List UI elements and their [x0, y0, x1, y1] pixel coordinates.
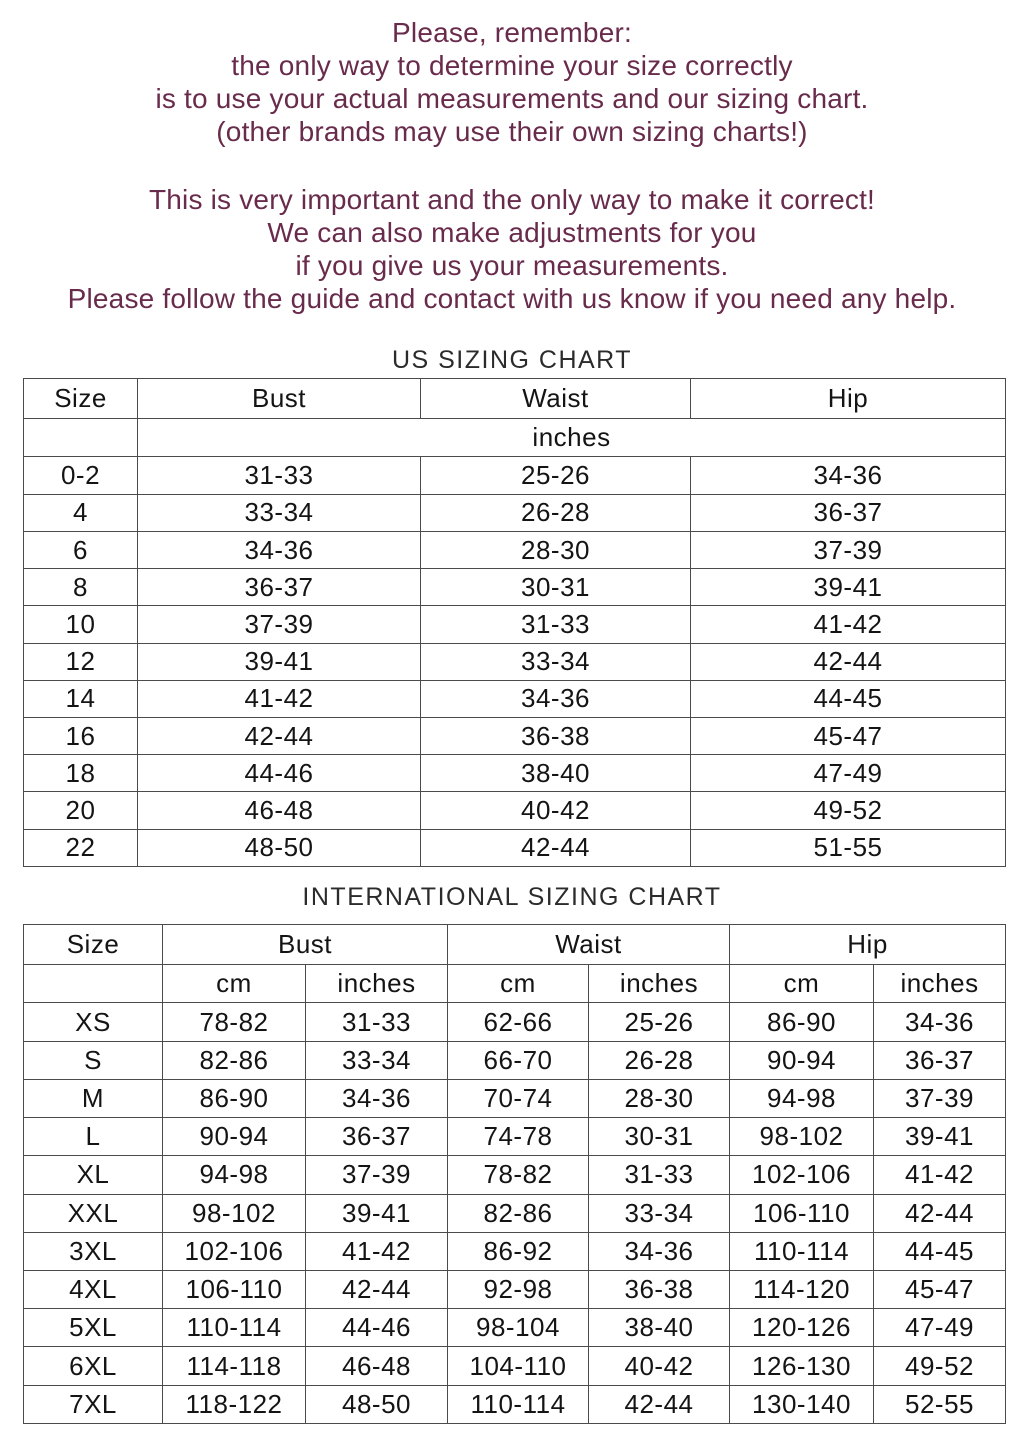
- table-cell: 90-94: [163, 1118, 306, 1156]
- table-cell: 130-140: [730, 1385, 874, 1423]
- table-cell: 34-36: [874, 1003, 1006, 1041]
- intro-notes: [0, 0, 1024, 315]
- table-row: [24, 1309, 1006, 1347]
- table-cell: 114-118: [163, 1347, 306, 1385]
- table-cell: 98-102: [163, 1194, 306, 1232]
- table-row: [24, 643, 1006, 680]
- table-cell: 49-52: [691, 792, 1006, 829]
- column-header-bust: Bust: [163, 925, 448, 965]
- table-cell: 78-82: [163, 1003, 306, 1041]
- table-cell: 46-48: [306, 1347, 448, 1385]
- table-cell: 42-44: [874, 1194, 1006, 1232]
- table-cell: 31-33: [421, 606, 691, 643]
- table-cell: 22: [24, 829, 138, 866]
- table-cell: 45-47: [874, 1271, 1006, 1309]
- table-cell: 39-41: [138, 643, 421, 680]
- intro-line: Please, remember:: [392, 17, 632, 48]
- table-cell: 41-42: [138, 680, 421, 717]
- table-cell: 39-41: [306, 1194, 448, 1232]
- table-cell: 10: [24, 606, 138, 643]
- table-cell: 82-86: [163, 1041, 306, 1079]
- table-row: [24, 494, 1006, 531]
- table-cell: 48-50: [138, 829, 421, 866]
- table-cell: 18: [24, 755, 138, 792]
- table-cell: 106-110: [163, 1271, 306, 1309]
- table-cell: 38-40: [421, 755, 691, 792]
- table-cell: 38-40: [589, 1309, 730, 1347]
- table-cell: 39-41: [691, 569, 1006, 606]
- table-cell: 110-114: [448, 1385, 589, 1423]
- units-label: cm: [163, 965, 306, 1003]
- table-cell: 28-30: [421, 531, 691, 568]
- table-cell: 102-106: [730, 1156, 874, 1194]
- table-cell: 36-38: [421, 718, 691, 755]
- table-cell: 40-42: [589, 1347, 730, 1385]
- table-row: [24, 1003, 1006, 1041]
- table-cell: 34-36: [138, 531, 421, 568]
- table-row: [24, 792, 1006, 829]
- table-cell: 31-33: [138, 457, 421, 494]
- table-cell: 106-110: [730, 1194, 874, 1232]
- table-cell: 86-90: [163, 1079, 306, 1117]
- table-row: [24, 1041, 1006, 1079]
- table-row: [24, 680, 1006, 717]
- table-cell: 36-37: [306, 1118, 448, 1156]
- table-row: [24, 718, 1006, 755]
- table-cell: 42-44: [589, 1385, 730, 1423]
- table-cell: 42-44: [421, 829, 691, 866]
- table-cell: 8: [24, 569, 138, 606]
- column-header-bust: Bust: [138, 379, 421, 419]
- table-cell: 37-39: [306, 1156, 448, 1194]
- table-cell: 92-98: [448, 1271, 589, 1309]
- table-cell: 47-49: [874, 1309, 1006, 1347]
- paragraph-gap: [0, 148, 1024, 183]
- units-label: inches: [306, 965, 448, 1003]
- column-header-waist: Waist: [421, 379, 691, 419]
- table-cell: 45-47: [691, 718, 1006, 755]
- table-cell: 31-33: [306, 1003, 448, 1041]
- table-cell: 52-55: [874, 1385, 1006, 1423]
- table-cell: 36-37: [874, 1041, 1006, 1079]
- table-cell: 37-39: [691, 531, 1006, 568]
- table-cell: S: [24, 1041, 163, 1079]
- column-header-waist: Waist: [448, 925, 730, 965]
- table-cell: 41-42: [306, 1232, 448, 1270]
- table-cell: 33-34: [306, 1041, 448, 1079]
- table-row: [24, 1156, 1006, 1194]
- table-cell: 12: [24, 643, 138, 680]
- table-row: [24, 1232, 1006, 1270]
- table-cell: 110-114: [163, 1309, 306, 1347]
- table-cell: XL: [24, 1156, 163, 1194]
- units-label: cm: [730, 965, 874, 1003]
- table-cell: 86-90: [730, 1003, 874, 1041]
- table-cell: 118-122: [163, 1385, 306, 1423]
- intro-line: We can also make adjustments for you: [267, 217, 757, 248]
- units-label: cm: [448, 965, 589, 1003]
- table-cell: 120-126: [730, 1309, 874, 1347]
- table-header-row: [24, 925, 1006, 965]
- column-header-hip: Hip: [691, 379, 1006, 419]
- table-cell: 37-39: [874, 1079, 1006, 1117]
- units-label: inches: [874, 965, 1006, 1003]
- intl-chart-title: INTERNATIONAL SIZING CHART: [302, 883, 722, 911]
- table-cell: 3XL: [24, 1232, 163, 1270]
- table-cell: 25-26: [589, 1003, 730, 1041]
- table-cell: 44-46: [138, 755, 421, 792]
- intro-line: the only way to determine your size correctly: [231, 50, 793, 81]
- table-cell: 90-94: [730, 1041, 874, 1079]
- table-cell: 82-86: [448, 1194, 589, 1232]
- table-cell: 49-52: [874, 1347, 1006, 1385]
- table-cell: 30-31: [589, 1118, 730, 1156]
- table-cell: 66-70: [448, 1041, 589, 1079]
- table-row: [24, 829, 1006, 866]
- table-row: [24, 1118, 1006, 1156]
- table-cell: 33-34: [421, 643, 691, 680]
- table-cell: 34-36: [691, 457, 1006, 494]
- table-cell: 36-38: [589, 1271, 730, 1309]
- table-cell: 31-33: [589, 1156, 730, 1194]
- table-cell: 7XL: [24, 1385, 163, 1423]
- units-row: [24, 419, 1006, 457]
- table-cell: 44-45: [874, 1232, 1006, 1270]
- intl-table-body: [24, 1003, 1006, 1424]
- table-cell: 36-37: [691, 494, 1006, 531]
- column-header-size: Size: [24, 379, 138, 419]
- table-cell: 33-34: [138, 494, 421, 531]
- table-row: [24, 1347, 1006, 1385]
- table-cell: 34-36: [589, 1232, 730, 1270]
- intro-line: This is very important and the only way to make it correct!: [148, 184, 876, 215]
- intro-line: Please follow the guide and contact with us know if you need any help.: [67, 283, 957, 314]
- table-cell: 42-44: [691, 643, 1006, 680]
- table-cell: 34-36: [421, 680, 691, 717]
- table-cell: 94-98: [730, 1079, 874, 1117]
- table-cell: 36-37: [138, 569, 421, 606]
- table-cell: 98-102: [730, 1118, 874, 1156]
- table-cell: 41-42: [691, 606, 1006, 643]
- table-cell: 62-66: [448, 1003, 589, 1041]
- table-row: [24, 1385, 1006, 1423]
- table-cell: 47-49: [691, 755, 1006, 792]
- table-cell: 70-74: [448, 1079, 589, 1117]
- units-row: [24, 965, 1006, 1003]
- table-row: [24, 569, 1006, 606]
- table-cell: 26-28: [589, 1041, 730, 1079]
- table-row: [24, 1079, 1006, 1117]
- table-cell: XXL: [24, 1194, 163, 1232]
- table-cell: 78-82: [448, 1156, 589, 1194]
- table-cell: 40-42: [421, 792, 691, 829]
- table-cell: 51-55: [691, 829, 1006, 866]
- table-row: [24, 1194, 1006, 1232]
- intro-line: if you give us your measurements.: [295, 250, 729, 281]
- intro-line: (other brands may use their own sizing charts!): [216, 116, 808, 147]
- table-cell: 41-42: [874, 1156, 1006, 1194]
- table-header-row: [24, 379, 1006, 419]
- table-cell: 25-26: [421, 457, 691, 494]
- table-row: [24, 1271, 1006, 1309]
- intl-sizing-table: [23, 924, 1006, 1424]
- intro-line: is to use your actual measurements and our sizing chart.: [155, 83, 869, 114]
- table-cell: 20: [24, 792, 138, 829]
- table-cell: 48-50: [306, 1385, 448, 1423]
- units-label: inches: [589, 965, 730, 1003]
- table-cell: 110-114: [730, 1232, 874, 1270]
- table-cell: 6XL: [24, 1347, 163, 1385]
- table-cell: 5XL: [24, 1309, 163, 1347]
- table-cell: 44-46: [306, 1309, 448, 1347]
- table-cell: L: [24, 1118, 163, 1156]
- table-cell: 28-30: [589, 1079, 730, 1117]
- table-cell: 26-28: [421, 494, 691, 531]
- table-cell: 74-78: [448, 1118, 589, 1156]
- table-cell: 33-34: [589, 1194, 730, 1232]
- us-table-body: [24, 457, 1006, 867]
- table-cell: XS: [24, 1003, 163, 1041]
- table-cell: 102-106: [163, 1232, 306, 1270]
- column-header-hip: Hip: [730, 925, 1006, 965]
- table-cell: 30-31: [421, 569, 691, 606]
- table-cell: 42-44: [138, 718, 421, 755]
- table-cell: 16: [24, 718, 138, 755]
- table-cell: 39-41: [874, 1118, 1006, 1156]
- units-label: inches: [138, 419, 1006, 457]
- table-cell: 4: [24, 494, 138, 531]
- column-header-size: Size: [24, 925, 163, 965]
- table-row: [24, 606, 1006, 643]
- empty-cell: [24, 419, 138, 457]
- table-cell: 14: [24, 680, 138, 717]
- table-cell: 86-92: [448, 1232, 589, 1270]
- table-cell: 4XL: [24, 1271, 163, 1309]
- table-cell: 44-45: [691, 680, 1006, 717]
- table-cell: 94-98: [163, 1156, 306, 1194]
- table-cell: 104-110: [448, 1347, 589, 1385]
- table-cell: 0-2: [24, 457, 138, 494]
- table-cell: 37-39: [138, 606, 421, 643]
- us-sizing-table: [23, 378, 1006, 867]
- table-cell: 98-104: [448, 1309, 589, 1347]
- table-cell: 6: [24, 531, 138, 568]
- table-row: [24, 457, 1006, 494]
- table-cell: 126-130: [730, 1347, 874, 1385]
- table-cell: M: [24, 1079, 163, 1117]
- table-cell: 42-44: [306, 1271, 448, 1309]
- table-cell: 34-36: [306, 1079, 448, 1117]
- table-cell: 46-48: [138, 792, 421, 829]
- table-cell: 114-120: [730, 1271, 874, 1309]
- empty-cell: [24, 965, 163, 1003]
- table-row: [24, 755, 1006, 792]
- us-chart-title: US SIZING CHART: [391, 346, 633, 374]
- table-row: [24, 531, 1006, 568]
